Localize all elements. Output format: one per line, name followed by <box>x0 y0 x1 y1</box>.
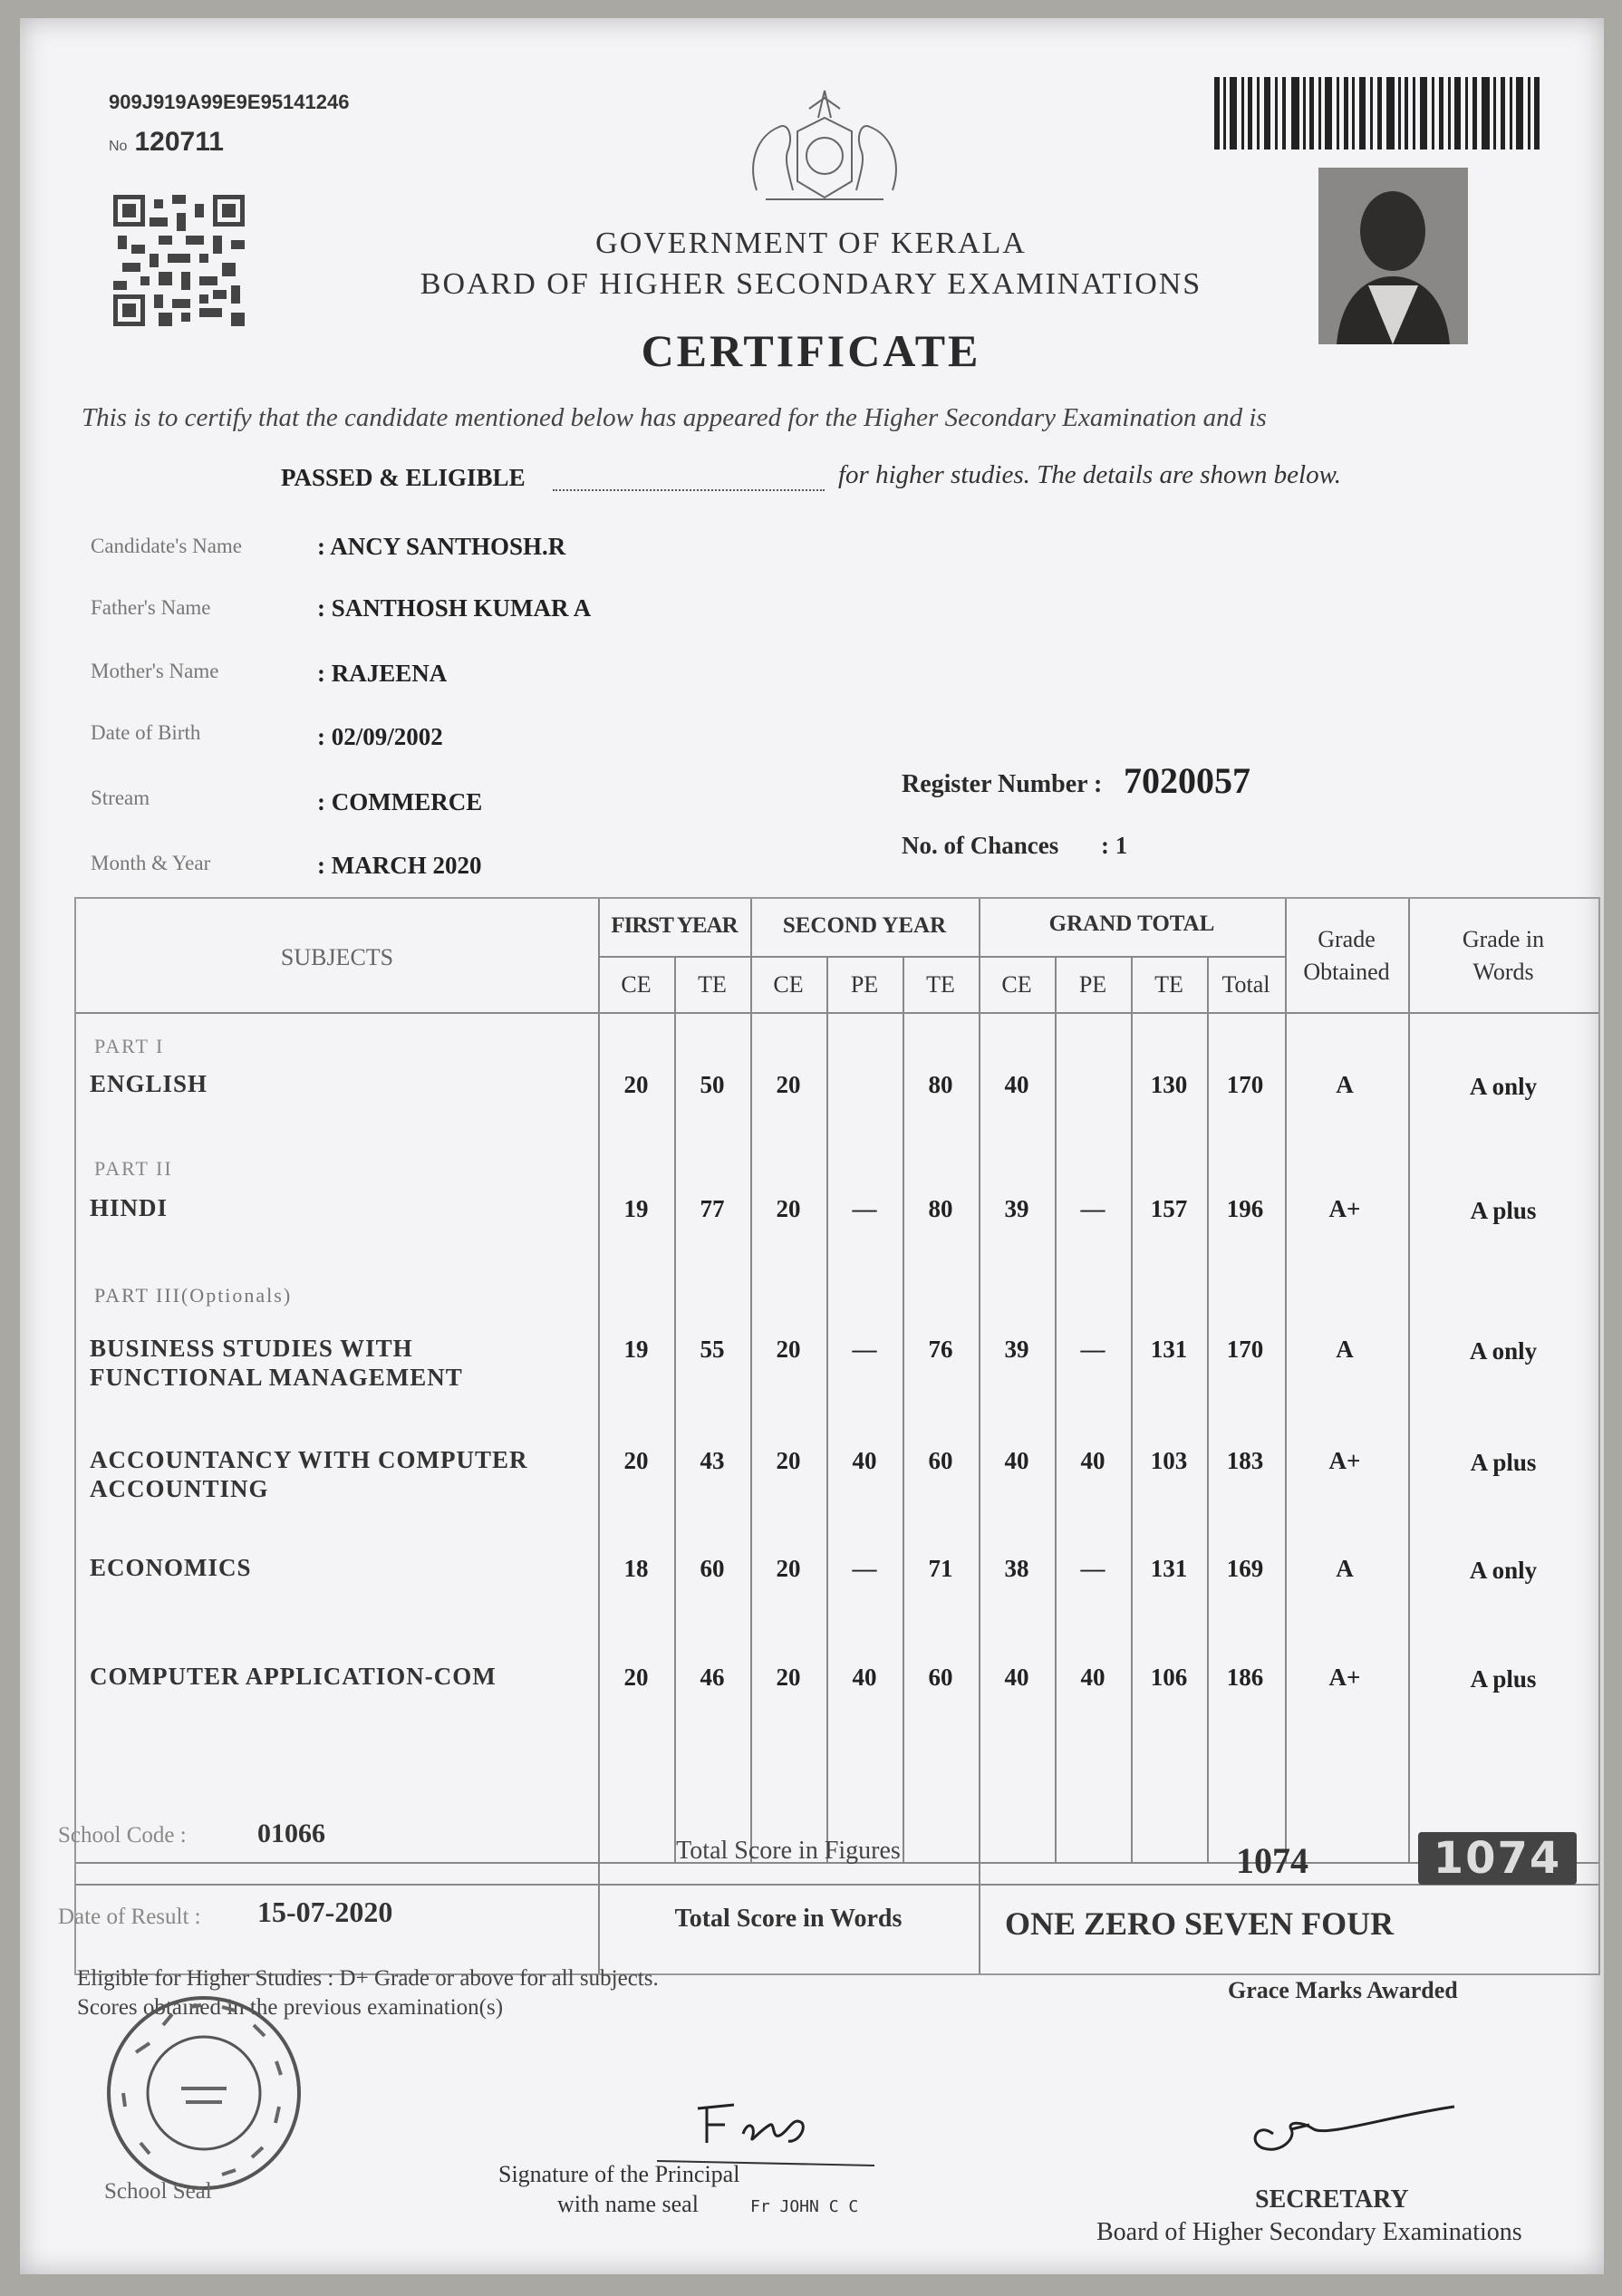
table-divider <box>826 956 828 1862</box>
certificate-number <box>109 127 224 158</box>
intro-text: This is to certify that the candidate mentioned below has appeared for the Higher Secondary Examination and is <box>82 403 1267 432</box>
subject-name: ECONOMICS <box>90 1554 252 1581</box>
mark-cell: 43 <box>700 1447 725 1474</box>
stream-label: Stream <box>91 786 150 809</box>
table-divider <box>76 1884 1598 1886</box>
grade-obtained: A <box>1336 1071 1354 1098</box>
total-figures-label: Total Score in Figures <box>676 1837 901 1865</box>
total-words-label: Total Score in Words <box>674 1905 903 1933</box>
mark-cell: 19 <box>623 1195 649 1222</box>
mark-cell: — <box>1080 1195 1105 1222</box>
table-divider <box>1285 899 1287 1862</box>
mark-cell: 38 <box>1004 1555 1029 1582</box>
col-header: Total <box>1221 971 1270 998</box>
kerala-emblem-icon <box>739 82 911 204</box>
mark-cell: 71 <box>928 1555 953 1582</box>
mark-cell: 20 <box>623 1664 649 1691</box>
scores-note: Scores obtained in the previous examination(s) <box>77 1995 504 2020</box>
secretary-signature <box>1228 2084 1463 2184</box>
col-header: PE <box>1078 971 1107 998</box>
mark-cell: 40 <box>1080 1664 1105 1691</box>
board-title: BOARD OF HIGHER SECONDARY EXAMINATIONS <box>420 267 1202 301</box>
table-divider <box>1408 899 1410 1862</box>
dob-label: Date of Birth <box>91 721 201 744</box>
principal-name: Fr JOHN C C <box>750 2197 859 2216</box>
register-number-label: Register Number : <box>902 770 1103 798</box>
chances-label: No. of Chances <box>902 832 1059 859</box>
first-year-header: FIRST YEAR <box>611 913 738 938</box>
subject-name: COMPUTER APPLICATION-COM <box>90 1663 497 1690</box>
part-1-label: PART I <box>94 1035 165 1057</box>
grace-marks-label: Grace Marks Awarded <box>1228 1977 1458 2003</box>
mark-cell: 55 <box>700 1336 725 1363</box>
mark-cell: 157 <box>1150 1195 1188 1222</box>
mark-cell: 60 <box>928 1664 953 1691</box>
result-date-label: Date of Result : <box>58 1905 201 1929</box>
mark-cell: 20 <box>776 1555 801 1582</box>
father-name: : SANTHOSH KUMAR A <box>317 594 592 622</box>
subject-name: BUSINESS STUDIES WITH <box>90 1335 413 1362</box>
barcode-icon <box>1214 77 1540 150</box>
school-code: 01066 <box>257 1818 325 1848</box>
mark-cell: 40 <box>1004 1071 1029 1098</box>
grade-obtained: A+ <box>1328 1447 1361 1474</box>
mark-cell: 40 <box>1080 1447 1105 1474</box>
chances-value: : 1 <box>1101 832 1128 859</box>
grade-obtained: A+ <box>1328 1664 1361 1691</box>
mark-cell: 20 <box>776 1447 801 1474</box>
status-dotted-line <box>553 464 825 491</box>
mark-cell: 39 <box>1004 1336 1029 1363</box>
mark-cell: 169 <box>1226 1555 1264 1582</box>
col-header: CE <box>1001 971 1032 998</box>
mark-cell: 18 <box>623 1555 649 1582</box>
school-seal-label: School Seal <box>104 2179 212 2204</box>
dob-value: : 02/09/2002 <box>317 723 443 750</box>
grade-obtained: A+ <box>1328 1195 1361 1222</box>
grade-obtained: A <box>1336 1336 1354 1363</box>
mother-name: : RAJEENA <box>317 660 448 687</box>
table-divider <box>598 899 600 1973</box>
grade-in-words: A only <box>1469 1337 1538 1365</box>
grade-obtained-header-2: Obtained <box>1303 959 1390 985</box>
secretary-label: SECRETARY <box>1255 2185 1409 2214</box>
grade-words-header-2: Words <box>1472 959 1534 985</box>
total-figures-boxed: 1074 <box>1418 1832 1577 1885</box>
month-year-label: Month & Year <box>91 852 211 874</box>
mark-cell: 76 <box>928 1336 953 1363</box>
eligible-note: Eligible for Higher Studies : D+ Grade or above for all subjects. <box>77 1966 659 1991</box>
mark-cell: 80 <box>928 1195 953 1222</box>
government-title: GOVERNMENT OF KERALA <box>595 227 1027 260</box>
certificate-number-prefix: No <box>109 139 128 154</box>
mark-cell: 196 <box>1226 1195 1264 1222</box>
mark-cell: 60 <box>928 1447 953 1474</box>
mark-cell: 19 <box>623 1336 649 1363</box>
grade-in-words: A only <box>1469 1073 1538 1100</box>
mark-cell: 20 <box>623 1447 649 1474</box>
mark-cell: — <box>852 1555 877 1582</box>
candidate-name-label: Candidate's Name <box>91 535 243 557</box>
mark-cell: 20 <box>776 1195 801 1222</box>
candidate-name: : ANCY SANTHOSH.R <box>317 533 566 560</box>
mark-cell: 186 <box>1226 1664 1264 1691</box>
mark-cell: 130 <box>1150 1071 1188 1098</box>
subjects-header: SUBJECTS <box>280 944 394 970</box>
pass-status: PASSED & ELIGIBLE <box>281 464 526 491</box>
mark-cell: 103 <box>1150 1447 1188 1474</box>
table-divider <box>1055 956 1057 1862</box>
mark-cell: 170 <box>1226 1071 1264 1098</box>
part-2-label: PART II <box>94 1157 173 1180</box>
mark-cell: 106 <box>1150 1664 1188 1691</box>
mark-cell: 77 <box>700 1195 725 1222</box>
mark-cell: 170 <box>1226 1336 1264 1363</box>
principal-signature-label: Signature of the Principal <box>498 2161 740 2187</box>
second-year-header: SECOND YEAR <box>782 913 947 938</box>
mark-cell: 40 <box>852 1664 877 1691</box>
mark-cell: 46 <box>700 1664 725 1691</box>
mark-cell: — <box>1080 1555 1105 1582</box>
subject-name-line2: ACCOUNTING <box>90 1475 269 1502</box>
principal-signature <box>643 2089 879 2170</box>
col-header: TE <box>1154 971 1183 998</box>
grade-in-words: A plus <box>1470 1449 1537 1476</box>
certificate-number-value: 120711 <box>134 127 224 157</box>
mother-name-label: Mother's Name <box>91 660 219 682</box>
father-name-label: Father's Name <box>91 596 211 619</box>
total-figures: 1074 <box>1236 1840 1308 1881</box>
grade-in-words: A plus <box>1470 1665 1537 1693</box>
col-header: CE <box>621 971 652 998</box>
subject-name: ENGLISH <box>90 1070 208 1097</box>
mark-cell: 40 <box>1004 1664 1029 1691</box>
status-tail-text: for higher studies. The details are shown below. <box>838 460 1342 489</box>
mark-cell: 20 <box>776 1664 801 1691</box>
mark-cell: 20 <box>623 1071 649 1098</box>
mark-cell: 50 <box>700 1071 725 1098</box>
mark-cell: 40 <box>1004 1447 1029 1474</box>
grade-obtained-header-1: Grade <box>1318 926 1376 952</box>
principal-seal-label: with name seal <box>557 2191 699 2217</box>
grade-in-words: A plus <box>1470 1197 1537 1224</box>
mark-cell: 20 <box>776 1071 801 1098</box>
result-date: 15-07-2020 <box>257 1896 393 1928</box>
mark-cell: 131 <box>1150 1336 1188 1363</box>
mark-cell: 60 <box>700 1555 725 1582</box>
grade-words-header-1: Grade in <box>1462 926 1545 952</box>
marks-table <box>58 897 1600 1975</box>
grade-in-words: A only <box>1469 1557 1538 1584</box>
mark-cell: 39 <box>1004 1195 1029 1222</box>
col-header: CE <box>773 971 804 998</box>
register-number: 7020057 <box>1124 760 1250 801</box>
mark-cell: 131 <box>1150 1555 1188 1582</box>
col-header: TE <box>926 971 955 998</box>
table-divider <box>598 956 1285 958</box>
subject-name: HINDI <box>90 1194 169 1221</box>
grade-obtained: A <box>1336 1555 1354 1582</box>
mark-cell: — <box>1080 1336 1105 1363</box>
mark-cell: 80 <box>928 1071 953 1098</box>
mark-cell: — <box>852 1195 877 1222</box>
mark-cell: 183 <box>1226 1447 1264 1474</box>
subject-name: ACCOUNTANCY WITH COMPUTER <box>90 1446 528 1473</box>
col-header: PE <box>850 971 879 998</box>
school-seal-stamp <box>100 1989 308 2197</box>
school-code-label: School Code : <box>58 1823 187 1847</box>
subject-name-line2: FUNCTIONAL MANAGEMENT <box>90 1364 463 1391</box>
total-words: ONE ZERO SEVEN FOUR <box>1005 1905 1395 1942</box>
secretary-board-label: Board of Higher Secondary Examinations <box>1096 2218 1522 2246</box>
stream-value: : COMMERCE <box>317 788 483 815</box>
certificate-title: CERTIFICATE <box>641 325 981 376</box>
mark-cell: 40 <box>852 1447 877 1474</box>
table-divider <box>750 899 752 1862</box>
mark-cell: 20 <box>776 1336 801 1363</box>
month-year-value: : MARCH 2020 <box>317 852 482 879</box>
col-header: TE <box>698 971 727 998</box>
table-divider <box>76 1012 1598 1014</box>
mark-cell: — <box>852 1336 877 1363</box>
part-3-label: PART III(Optionals) <box>94 1284 293 1307</box>
table-divider <box>979 899 980 1973</box>
serial-number: 909J919A99E9E95141246 <box>109 91 350 113</box>
grand-total-header: GRAND TOTAL <box>1048 912 1215 936</box>
